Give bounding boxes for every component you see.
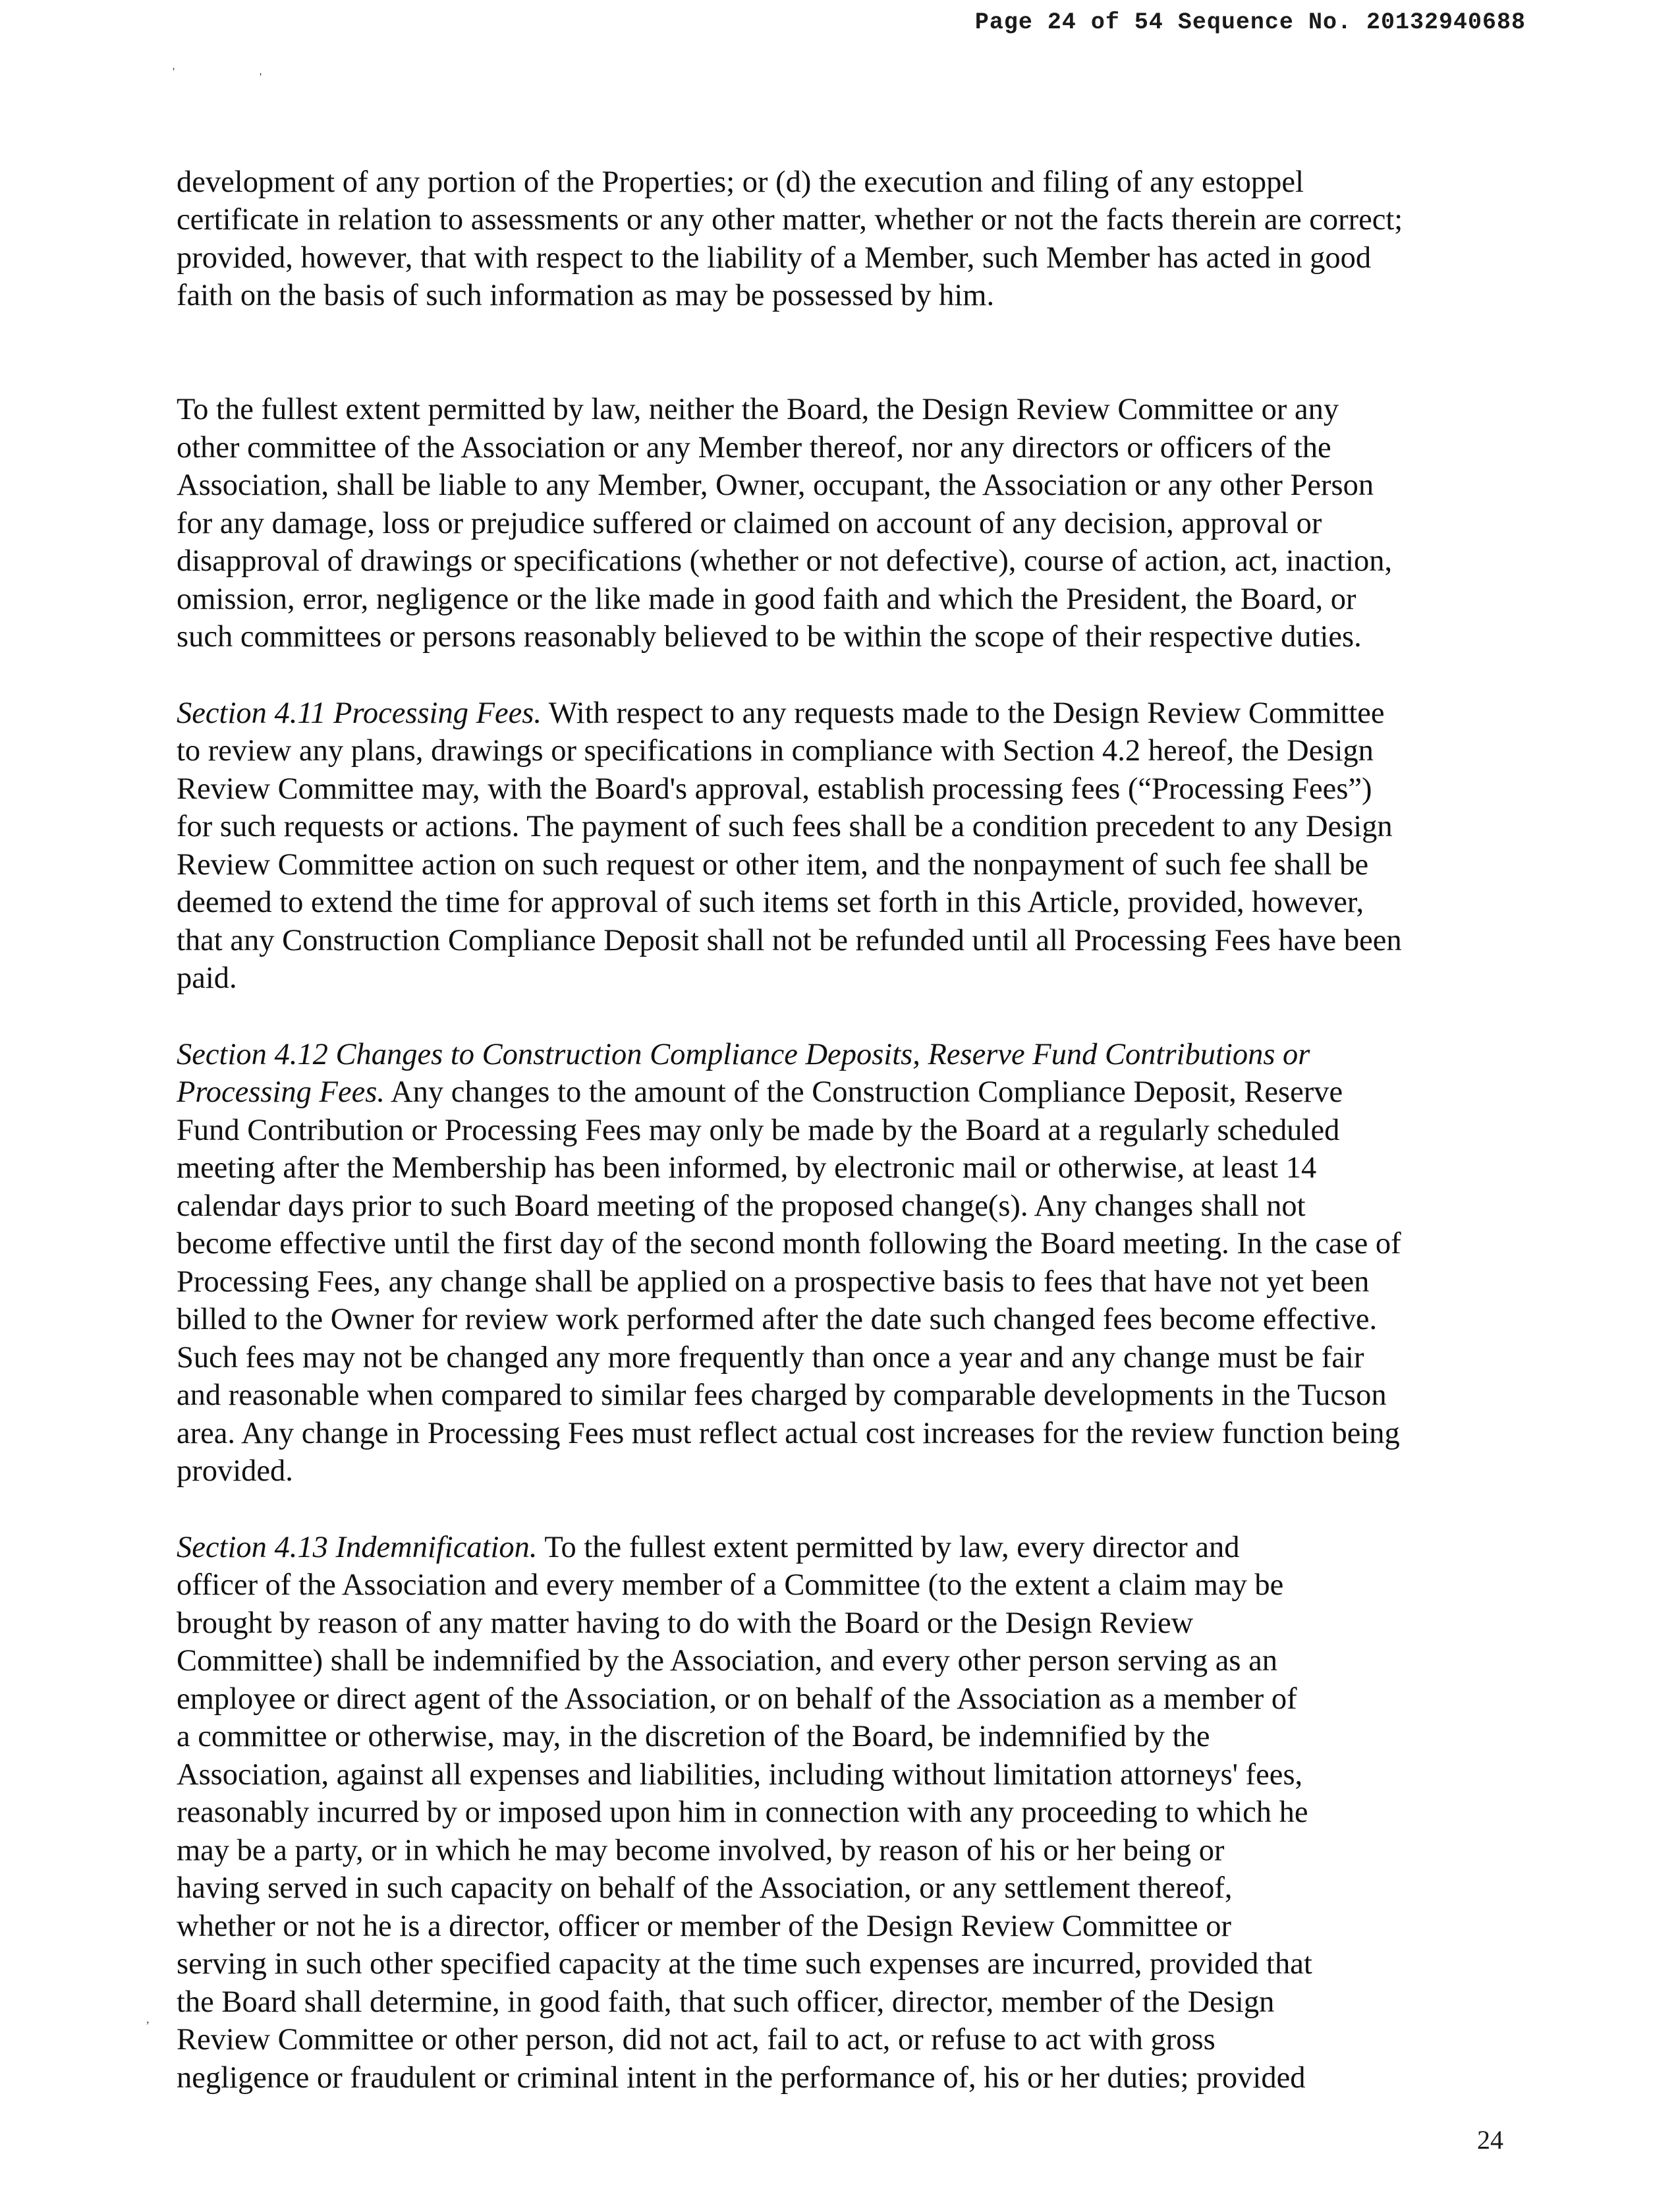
section-heading: Section 4.11 Processing Fees. [177,696,542,730]
scan-speck: ' [173,65,175,78]
paragraph-liability-continued [177,125,1514,315]
section-text: To the fullest extent permitted by law, every director and officer of the Association and every member of a Committee (to the extent a claim may be brought by reason of any matter having to do with the Board or the Design Review Committee) shall be indemnified by the Association, and every other person serving as an employee or direct agent of the Association, or on behalf of the Association as a member of a committee or otherwise, may, in the discretion of the Board, be indemnified by the Association, against all expenses and liabilities, including without limitation attorneys' fees, reasonably incurred by or imposed upon him in connection with any proceeding to which he may be a party, or in which he may become involved, by reason of his or her being or having served in such capacity on behalf of the Association, or any settlement thereof, whether or not he is a director, officer or member of the Design Review Committee or serving in such other specified capacity at the time such expenses are incurred, provided that the Board shall determine, in good faith, that such officer, director, member of the Design Review Committee or other person, did not act, fail to act, or refuse to act with gross negligence or fraudulent or criminal intent in the performance of, his or her duties; provided [177,1530,1312,2095]
section-4-11-processing-fees [177,695,1514,998]
scan-speck: ' [260,71,262,84]
section-4-13-indemnification [177,1529,1514,2097]
section-text: With respect to any requests made to the Design Review Committee to review any plans, drawings or specifications in compliance with Section 4.2 hereof, the Design Review Committee may, with the Board's approval, establish processing fees (“Processing Fees”) for such requests or actions. The payment of such fees shall be a condition precedent to any Design Review Committee action on such request or other item, and the nonpayment of such fee shall be deemed to extend the time for approval of such items set forth in this Article, provided, however, that any Construction Compliance Deposit shall not be refunded until all Processing Fees have been paid. [177,696,1402,995]
paragraph-limitation-of-liability [177,353,1514,656]
section-4-12-changes [177,1036,1514,1490]
section-text: Any changes to the amount of the Construction Compliance Deposit, Reserve Fund Contribution or Processing Fees may only be made by the Board at a regularly scheduled meeting after the Membership has been informed, by electronic mail or otherwise, at least 14 calendar days prior to such Board meeting of the proposed change(s). Any changes shall not become effective until the first day of the second month following the Board meeting. In the case of Processing Fees, any change shall be applied on a prospective basis to fees that have not yet been billed to the Owner for review work performed after the date such changed fees become effective. Such fees may not be changed any more frequently than once a year and any change must be fair and reasonable when compared to similar fees charged by comparable developments in the Tucson area. Any change in Processing Fees must reflect actual cost increases for the review function being provided. [177,1075,1401,1488]
document-body [177,125,1514,2135]
page-number: 24 [1477,2125,1503,2155]
section-heading: Section 4.12 Changes to Construction Compliance Deposits, Reserve Fund Contributions or Processing Fees. [177,1037,1310,1109]
scan-speck: , [146,2012,150,2026]
section-heading: Section 4.13 Indemnification. [177,1530,538,1564]
paragraph-text: To the fullest extent permitted by law, neither the Board, the Design Review Committee or any other committee of the Association or any Member thereof, nor any directors or officers of the Association, shall be liable to any Member, Owner, occupant, the Association or any other Person for any damage, loss or prejudice suffered or claimed on account of any decision, approval or disapproval of drawings or specifications (whether or not defective), course of action, act, inaction, omission, error, negligence or the like made in good faith and which the President, the Board, or such committees or persons reasonably believed to be within the scope of their respective duties. [177,393,1393,654]
page-sequence-header: Page 24 of 54 Sequence No. 20132940688 [974,9,1526,36]
paragraph-text: development of any portion of the Properties; or (d) the execution and filing of any estoppel certificate in relation to assessments or any other matter, whether or not the facts therein are correct; provided, however, that with respect to the liability of a Member, such Member has acted in good faith on the basis of such information as may be possessed by him. [177,165,1403,312]
